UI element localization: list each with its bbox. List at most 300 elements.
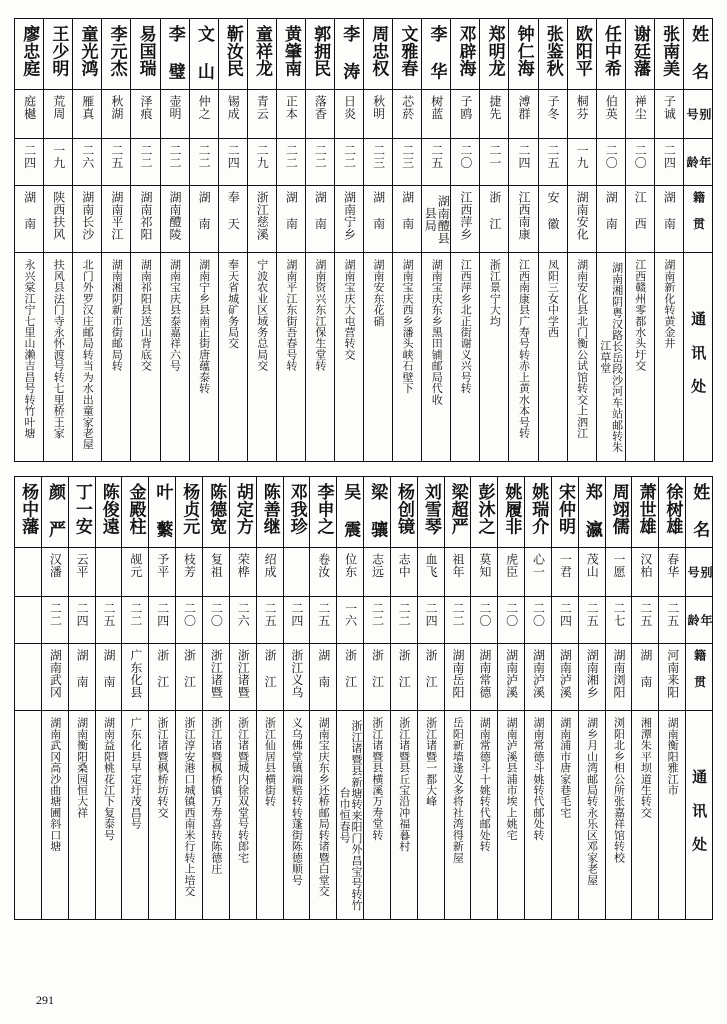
cell-address bbox=[149, 711, 176, 920]
cell-text: 扶风县法门寺永怀渡号转七里桥王家 bbox=[52, 259, 66, 439]
cell-name bbox=[525, 477, 552, 548]
row-label-address bbox=[683, 253, 712, 462]
age-row bbox=[15, 139, 713, 186]
cell-text: 江西萍乡北正街谢义兴号转 bbox=[459, 259, 473, 394]
cell-text: 任中希 bbox=[600, 25, 621, 78]
roster-table bbox=[14, 18, 713, 462]
cell-text: 梁超严 bbox=[447, 483, 468, 536]
cell-text: 王少明 bbox=[48, 25, 69, 78]
cell-text: 江西南康 bbox=[516, 191, 531, 240]
cell-native bbox=[102, 186, 131, 253]
cell-text: 宋仲明 bbox=[555, 483, 576, 536]
cell-text: 文 山 bbox=[193, 25, 214, 81]
cell-native bbox=[247, 186, 276, 253]
cell-text: 李元杰 bbox=[106, 25, 127, 78]
alias-row bbox=[15, 548, 713, 597]
cell-native bbox=[659, 644, 686, 711]
cell-name bbox=[364, 19, 393, 90]
cell-age bbox=[44, 139, 73, 186]
cell-text: 吴 震 bbox=[340, 483, 361, 539]
cell-alias bbox=[632, 548, 659, 597]
cell-text: 湖南湘阴新市街邮局转 bbox=[110, 259, 124, 372]
cell-text: 周翊儒 bbox=[608, 483, 629, 536]
cell-age bbox=[605, 597, 632, 644]
cell-text bbox=[27, 711, 29, 723]
cell-age bbox=[283, 597, 310, 644]
cell-text: 二二 bbox=[48, 602, 63, 627]
cell-age bbox=[364, 597, 391, 644]
cell-alias bbox=[189, 90, 218, 139]
cell-native bbox=[73, 186, 102, 253]
cell-native bbox=[276, 186, 305, 253]
cell-text: 湖南醴县县局 bbox=[423, 194, 451, 244]
cell-native bbox=[44, 186, 73, 253]
cell-text: 汉柏 bbox=[638, 553, 653, 578]
name-row bbox=[15, 19, 713, 90]
cell-name bbox=[202, 477, 229, 548]
cell-text: 二四 bbox=[662, 144, 677, 169]
cell-text: 浙江诸暨县新塘转来阳门外昌宝号转竹台巾恒春号 bbox=[338, 719, 363, 911]
cell-age bbox=[218, 139, 247, 186]
cell-text: 浙 江 bbox=[155, 649, 170, 688]
cell-text: 湖南醴陵 bbox=[168, 191, 183, 240]
cell-name bbox=[451, 19, 480, 90]
alias-row bbox=[15, 90, 713, 139]
cell-native bbox=[578, 644, 605, 711]
cell-name bbox=[15, 477, 42, 548]
cell-text: 陕西扶风 bbox=[51, 191, 66, 240]
cell-text: 义乌佛堂镇端赔转转蓬街陈德顺号 bbox=[290, 717, 304, 886]
cell-text: 二四 bbox=[516, 144, 531, 169]
cell-age bbox=[122, 597, 149, 644]
cell-alias bbox=[310, 548, 337, 597]
row-label-alias bbox=[683, 90, 712, 139]
cell-text: 奉 天 bbox=[226, 191, 241, 230]
cell-text: 湖南泸溪 bbox=[504, 649, 519, 698]
cell-text: 云平 bbox=[75, 553, 90, 578]
row-label-text: 别 号 bbox=[686, 565, 713, 579]
cell-text: 心一 bbox=[531, 553, 546, 578]
cell-age bbox=[15, 139, 44, 186]
cell-native bbox=[202, 644, 229, 711]
cell-alias bbox=[15, 90, 44, 139]
cell-native bbox=[122, 644, 149, 711]
cell-text: 壶明 bbox=[168, 95, 183, 120]
cell-address bbox=[305, 253, 334, 462]
cell-name bbox=[283, 477, 310, 548]
cell-native bbox=[480, 186, 509, 253]
cell-text: 雁真 bbox=[80, 95, 95, 120]
cell-name bbox=[73, 19, 102, 90]
cell-age bbox=[417, 597, 444, 644]
cell-text: 二〇 bbox=[458, 144, 473, 169]
cell-text: 二二 bbox=[342, 144, 357, 169]
cell-native bbox=[551, 644, 578, 711]
cell-text: 童祥龙 bbox=[251, 25, 272, 78]
cell-address bbox=[218, 253, 247, 462]
cell-alias bbox=[176, 548, 203, 597]
cell-text: 湖南常德斗十姚转代邮处转 bbox=[478, 717, 492, 852]
cell-text: 祖年 bbox=[450, 553, 465, 578]
cell-text: 湖南湘阴粤汉路长岳段沙河车站邮转朱江草堂 bbox=[598, 261, 624, 453]
cell-address bbox=[393, 253, 422, 462]
cell-alias bbox=[247, 90, 276, 139]
row-label-text: 姓 名 bbox=[688, 25, 709, 81]
cell-age bbox=[654, 139, 683, 186]
cell-text: 浙 江 bbox=[487, 191, 502, 230]
cell-alias bbox=[160, 90, 189, 139]
cell-name bbox=[393, 19, 422, 90]
row-label-text: 籍 贯 bbox=[692, 649, 707, 688]
cell-native bbox=[596, 186, 625, 253]
cell-text: 子鸥 bbox=[458, 95, 473, 120]
cell-text: 钟仁海 bbox=[513, 25, 534, 78]
cell-text: 欧阳平 bbox=[571, 25, 592, 78]
cell-text: 予平 bbox=[155, 553, 170, 578]
cell-native bbox=[68, 644, 95, 711]
cell-text: 浏阳北乡相公所张嘉祥馆转校 bbox=[612, 717, 626, 863]
cell-address bbox=[596, 253, 625, 462]
row-label-address bbox=[686, 711, 713, 920]
cell-name bbox=[131, 19, 160, 90]
row-label-text: 别 号 bbox=[684, 107, 712, 121]
cell-age bbox=[551, 597, 578, 644]
cell-text: 杨贞元 bbox=[179, 483, 200, 536]
cell-text: 湖南平江东街吾春号转 bbox=[284, 259, 298, 372]
cell-name bbox=[41, 477, 68, 548]
cell-text: 血飞 bbox=[424, 553, 439, 578]
cell-age bbox=[73, 139, 102, 186]
cell-text: 李 华 bbox=[426, 25, 447, 81]
cell-text: 志远 bbox=[370, 553, 385, 578]
cell-text: 萧世雄 bbox=[635, 483, 656, 536]
cell-alias bbox=[364, 548, 391, 597]
cell-text: 湖乡月山湾邮局转永乐区邓家老屋 bbox=[585, 717, 599, 886]
cell-name bbox=[337, 477, 364, 548]
cell-address bbox=[283, 711, 310, 920]
row-label-text: 通 讯 处 bbox=[689, 311, 708, 394]
cell-age bbox=[538, 139, 567, 186]
row-label-alias bbox=[686, 548, 713, 597]
cell-address bbox=[422, 253, 451, 462]
cell-address bbox=[509, 253, 538, 462]
cell-alias bbox=[451, 90, 480, 139]
cell-address bbox=[73, 253, 102, 462]
cell-native bbox=[149, 644, 176, 711]
cell-address bbox=[659, 711, 686, 920]
cell-alias bbox=[605, 548, 632, 597]
native-place-row bbox=[15, 644, 713, 711]
cell-text: 湖 南 bbox=[75, 649, 90, 688]
row-label-text: 籍 贯 bbox=[691, 191, 706, 230]
cell-address bbox=[390, 711, 417, 920]
cell-native bbox=[567, 186, 596, 253]
cell-alias bbox=[122, 548, 149, 597]
cell-age bbox=[202, 597, 229, 644]
cell-text: 泽痕 bbox=[138, 95, 153, 120]
cell-text: 湖南浏阳 bbox=[612, 649, 627, 698]
row-label-age bbox=[683, 139, 712, 186]
cell-text: 江西赣州零都水头圩交 bbox=[633, 259, 647, 372]
cell-text: 湖南湘乡 bbox=[585, 649, 600, 698]
cell-text: 一君 bbox=[558, 553, 573, 578]
roster-table bbox=[14, 476, 713, 920]
cell-alias bbox=[625, 90, 654, 139]
cell-age bbox=[471, 597, 498, 644]
cell-text: 日炎 bbox=[342, 95, 357, 120]
cell-text: 桐芬 bbox=[575, 95, 590, 120]
cell-name bbox=[538, 19, 567, 90]
cell-address bbox=[538, 253, 567, 462]
cell-age bbox=[68, 597, 95, 644]
cell-name bbox=[509, 19, 538, 90]
cell-text: 二二 bbox=[370, 602, 385, 627]
cell-address bbox=[334, 253, 363, 462]
cell-text: 二四 bbox=[155, 602, 170, 627]
cell-text: 仲之 bbox=[197, 95, 212, 120]
cell-name bbox=[390, 477, 417, 548]
cell-text: 丁一安 bbox=[71, 483, 92, 536]
cell-age bbox=[256, 597, 283, 644]
cell-text: 安 徽 bbox=[546, 191, 561, 230]
cell-address bbox=[95, 711, 122, 920]
cell-name bbox=[95, 477, 122, 548]
cell-text: 金殿柱 bbox=[125, 483, 146, 536]
cell-address bbox=[202, 711, 229, 920]
cell-text: 二〇 bbox=[604, 144, 619, 169]
cell-text: 梁 骧 bbox=[367, 483, 388, 539]
cell-name bbox=[229, 477, 256, 548]
cell-text: 浙江诸暨枫桥坊转交 bbox=[156, 717, 170, 818]
cell-name bbox=[44, 19, 73, 90]
cell-text: 浙江诸暨城内徐双堂号转郎宅 bbox=[236, 717, 250, 863]
cell-text: 二五 bbox=[546, 144, 561, 169]
cell-alias bbox=[509, 90, 538, 139]
cell-text: 湖南浦市唐家巷毛宅 bbox=[558, 717, 572, 818]
cell-text: 秋湖 bbox=[109, 95, 124, 120]
cell-alias bbox=[276, 90, 305, 139]
cell-text: 陈俊遠 bbox=[98, 483, 119, 536]
cell-text: 浙江诸暨 bbox=[209, 649, 224, 698]
cell-name bbox=[68, 477, 95, 548]
cell-native bbox=[364, 186, 393, 253]
cell-text: 湖 南 bbox=[604, 191, 619, 230]
cell-text: 湖南岳阳 bbox=[450, 649, 465, 698]
cell-text: 正本 bbox=[284, 95, 299, 120]
cell-age bbox=[276, 139, 305, 186]
cell-text: 汉潘 bbox=[48, 553, 63, 578]
cell-text: 湖 南 bbox=[197, 191, 212, 230]
row-label-text: 年 龄 bbox=[686, 613, 713, 627]
cell-text: 子诚 bbox=[662, 95, 677, 120]
address-row bbox=[15, 253, 713, 462]
cell-native bbox=[605, 644, 632, 711]
cell-text: 二〇 bbox=[477, 602, 492, 627]
cell-alias bbox=[102, 90, 131, 139]
cell-text: 二四 bbox=[558, 602, 573, 627]
cell-alias bbox=[218, 90, 247, 139]
cell-text: 刘雪琴 bbox=[420, 483, 441, 536]
cell-address bbox=[567, 253, 596, 462]
cell-address bbox=[364, 711, 391, 920]
cell-text: 浙 江 bbox=[182, 649, 197, 688]
row-label-text: 年 龄 bbox=[684, 155, 712, 169]
cell-alias bbox=[364, 90, 393, 139]
cell-address bbox=[256, 711, 283, 920]
cell-name bbox=[176, 477, 203, 548]
cell-age bbox=[305, 139, 334, 186]
cell-alias bbox=[417, 548, 444, 597]
cell-address bbox=[131, 253, 160, 462]
cell-native bbox=[229, 644, 256, 711]
cell-text: 二〇 bbox=[182, 602, 197, 627]
cell-age bbox=[422, 139, 451, 186]
cell-text: 湘潭朱平坝道生转交 bbox=[639, 717, 653, 818]
cell-text: 浙 江 bbox=[263, 649, 278, 688]
cell-age bbox=[176, 597, 203, 644]
cell-address bbox=[176, 711, 203, 920]
cell-alias bbox=[480, 90, 509, 139]
cell-text: 浙江诸暨一都大峰 bbox=[424, 717, 438, 807]
cell-text: 浙江淳安港口城镇西南米行转上培交 bbox=[182, 717, 196, 897]
cell-text: 春华 bbox=[665, 553, 680, 578]
cell-text: 溥群 bbox=[516, 95, 531, 120]
cell-address bbox=[364, 253, 393, 462]
cell-native bbox=[364, 644, 391, 711]
row-label-native bbox=[683, 186, 712, 253]
cell-text: 杨创镜 bbox=[393, 483, 414, 536]
cell-address bbox=[15, 711, 42, 920]
cell-native bbox=[509, 186, 538, 253]
roster-table-body bbox=[15, 19, 713, 462]
cell-name bbox=[122, 477, 149, 548]
cell-text: 秋明 bbox=[371, 95, 386, 120]
cell-age bbox=[498, 597, 525, 644]
cell-address bbox=[451, 253, 480, 462]
cell-alias bbox=[498, 548, 525, 597]
cell-text: 子冬 bbox=[546, 95, 561, 120]
cell-text: 二二 bbox=[313, 144, 328, 169]
cell-text: 觇元 bbox=[128, 553, 143, 578]
cell-age bbox=[390, 597, 417, 644]
cell-text: 颜 严 bbox=[45, 483, 66, 539]
cell-text: 湖南安化 bbox=[575, 191, 590, 240]
cell-text: 湖南宝庆县泰嘉祥六号 bbox=[168, 259, 182, 372]
cell-text: 二五 bbox=[316, 602, 331, 627]
cell-address bbox=[189, 253, 218, 462]
cell-text: 广东化县早定圩茂昌号 bbox=[129, 717, 143, 830]
cell-alias bbox=[337, 548, 364, 597]
cell-text: 湖南武冈 bbox=[48, 649, 63, 698]
cell-address bbox=[471, 711, 498, 920]
cell-text: 徐树雄 bbox=[662, 483, 683, 536]
cell-text: 江 西 bbox=[633, 191, 648, 230]
cell-text: 湖 南 bbox=[316, 649, 331, 688]
cell-text: 湖南平江 bbox=[109, 191, 124, 240]
native-place-row bbox=[15, 186, 713, 253]
cell-address bbox=[276, 253, 305, 462]
cell-native bbox=[444, 644, 471, 711]
cell-native bbox=[390, 644, 417, 711]
cell-native bbox=[334, 186, 363, 253]
cell-text: 浙江诸暨县横溪万寿堂转 bbox=[370, 717, 384, 841]
cell-text: 李申之 bbox=[313, 483, 334, 536]
cell-text: 伯英 bbox=[604, 95, 619, 120]
cell-alias bbox=[334, 90, 363, 139]
cell-text: 凤阳三女中学西 bbox=[546, 259, 560, 338]
cell-text: 湖南宁乡县南正街唐蕴泰转 bbox=[197, 259, 211, 394]
cell-text: 宁波农业区域务总局交 bbox=[255, 259, 269, 372]
cell-name bbox=[625, 19, 654, 90]
cell-address bbox=[654, 253, 683, 462]
cell-text: 二六 bbox=[236, 602, 251, 627]
cell-text: 二二 bbox=[284, 144, 299, 169]
cell-address bbox=[632, 711, 659, 920]
cell-alias bbox=[654, 90, 683, 139]
cell-text: 湖南泸溪 bbox=[531, 649, 546, 698]
cell-address bbox=[122, 711, 149, 920]
cell-text: 邓辟海 bbox=[455, 25, 476, 78]
cell-name bbox=[596, 19, 625, 90]
cell-text: 叶 蘩 bbox=[152, 483, 173, 539]
cell-alias bbox=[444, 548, 471, 597]
cell-text: 二三 bbox=[400, 144, 415, 169]
cell-address bbox=[444, 711, 471, 920]
cell-text: 李 涛 bbox=[339, 25, 360, 81]
row-label-age bbox=[686, 597, 713, 644]
cell-text: 二二 bbox=[138, 144, 153, 169]
cell-alias bbox=[305, 90, 334, 139]
cell-native bbox=[393, 186, 422, 253]
cell-name bbox=[189, 19, 218, 90]
cell-text: 位东 bbox=[343, 553, 358, 578]
cell-address bbox=[605, 711, 632, 920]
cell-address bbox=[480, 253, 509, 462]
cell-text: 二五 bbox=[102, 602, 116, 627]
cell-name bbox=[632, 477, 659, 548]
cell-alias bbox=[525, 548, 552, 597]
cell-text: 二二 bbox=[168, 144, 183, 169]
cell-address bbox=[525, 711, 552, 920]
cell-alias bbox=[567, 90, 596, 139]
cell-text: 庭樾 bbox=[22, 95, 37, 120]
cell-age bbox=[15, 597, 42, 644]
cell-address bbox=[102, 253, 131, 462]
cell-text: 一愿 bbox=[612, 553, 627, 578]
cell-age bbox=[102, 139, 131, 186]
cell-native bbox=[131, 186, 160, 253]
cell-address bbox=[15, 253, 44, 462]
cell-age bbox=[480, 139, 509, 186]
cell-alias bbox=[44, 90, 73, 139]
cell-text: 浙江景宁大均 bbox=[488, 259, 502, 327]
cell-text: 二四 bbox=[289, 602, 304, 627]
cell-alias bbox=[471, 548, 498, 597]
cell-text: 姚履非 bbox=[501, 483, 522, 536]
address-row bbox=[15, 711, 713, 920]
cell-alias bbox=[73, 90, 102, 139]
cell-age bbox=[596, 139, 625, 186]
name-row bbox=[15, 477, 713, 548]
cell-age bbox=[525, 597, 552, 644]
cell-native bbox=[176, 644, 203, 711]
cell-text: 浙 江 bbox=[370, 649, 385, 688]
cell-alias bbox=[578, 548, 605, 597]
cell-text: 奉天省城矿务局交 bbox=[226, 259, 240, 349]
cell-text: 广东化县 bbox=[128, 649, 143, 698]
cell-alias bbox=[229, 548, 256, 597]
cell-age bbox=[625, 139, 654, 186]
